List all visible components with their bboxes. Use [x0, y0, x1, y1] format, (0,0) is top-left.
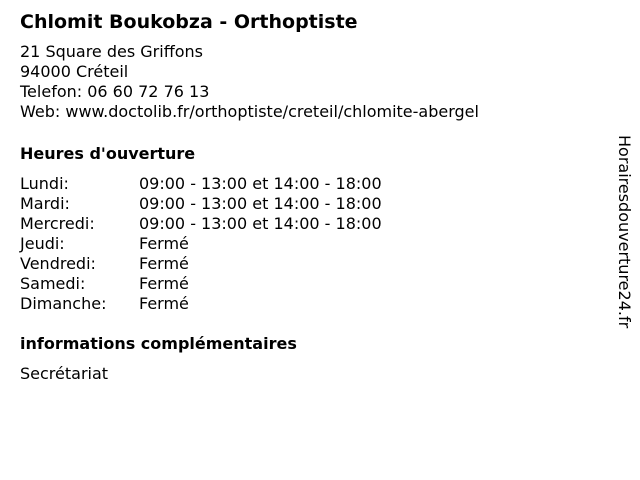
day-label: Samedi: — [20, 274, 86, 293]
page-title: Chlomit Boukobza - Orthoptiste — [20, 11, 358, 33]
phone-number: Telefon: 06 60 72 76 13 — [20, 82, 210, 101]
hours-row-sunday — [20, 294, 600, 314]
day-label: Jeudi: — [20, 234, 65, 253]
day-label: Mercredi: — [20, 214, 95, 233]
time-value: Fermé — [139, 254, 189, 273]
time-value: Fermé — [139, 274, 189, 293]
hours-row-friday — [20, 254, 600, 274]
time-value: Fermé — [139, 294, 189, 313]
hours-heading: Heures d'ouverture — [20, 144, 196, 163]
info-heading: informations complémentaires — [20, 334, 297, 353]
hours-table — [20, 174, 600, 314]
day-label: Vendredi: — [20, 254, 96, 273]
content — [20, 10, 600, 384]
address-block — [20, 42, 600, 122]
hours-row-monday — [20, 174, 600, 194]
hours-row-tuesday — [20, 194, 600, 214]
hours-row-wednesday — [20, 214, 600, 234]
city-postcode: 94000 Créteil — [20, 62, 129, 81]
day-label: Lundi: — [20, 174, 69, 193]
hours-row-thursday — [20, 234, 600, 254]
watermark-site-name: Horairesdouverture24.fr — [615, 135, 634, 329]
hours-row-saturday — [20, 274, 600, 294]
time-value: Fermé — [139, 234, 189, 253]
day-label: Mardi: — [20, 194, 70, 213]
info-text: Secrétariat — [20, 364, 109, 383]
street-address: 21 Square des Griffons — [20, 42, 203, 61]
time-value: 09:00 - 13:00 et 14:00 - 18:00 — [139, 194, 382, 213]
day-label: Dimanche: — [20, 294, 107, 313]
time-value: 09:00 - 13:00 et 14:00 - 18:00 — [139, 214, 382, 233]
time-value: 09:00 - 13:00 et 14:00 - 18:00 — [139, 174, 382, 193]
website-link[interactable]: Web: www.doctolib.fr/orthoptiste/creteil/chlomite-abergel — [20, 102, 479, 121]
